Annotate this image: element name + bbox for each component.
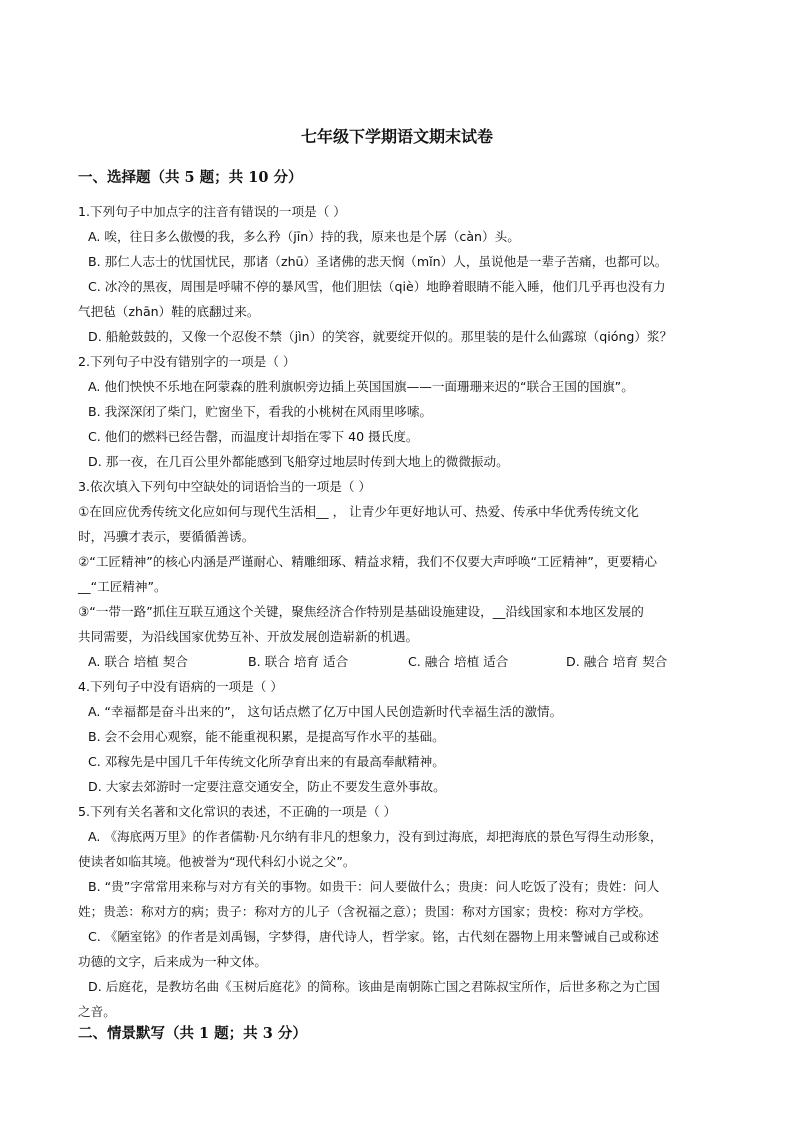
question-3-sentence-3-cont: 共同需要，为沿线国家优势互补、开放发展创造崭新的机遇。 xyxy=(78,629,419,644)
question-2-option-c: C. 他们的燃料已经告罄，而温度计却指在零下 40 摄氏度。 xyxy=(88,429,419,444)
question-list xyxy=(78,199,730,1024)
question-3-sentence-2-cont: __“工匠精神”。 xyxy=(78,579,167,594)
question-3-option-c: C. 融合 培植 适合 xyxy=(408,654,509,669)
section-heading-choice: 一、选择题（共 5 题；共 10 分） xyxy=(78,169,303,186)
question-5-option-d: D. 后庭花，是教坊名曲《玉树后庭花》的简称。该曲是南朝陈亡国之君陈叔宝所作，后世多称之为亡国 xyxy=(88,979,660,994)
question-2-stem: 2.下列句子中没有错别字的一项是（ ） xyxy=(78,354,296,369)
question-3-stem: 3.依次填入下列句中空缺处的词语恰当的一项是（ ） xyxy=(78,479,372,494)
question-3-option-b: B. 联合 培育 适合 xyxy=(248,654,349,669)
question-4-option-a: A. “幸福都是奋斗出来的”， 这句话点燃了亿万中国人民创造新时代幸福生活的激情。 xyxy=(88,704,563,719)
question-5-option-b: B. “贵”字常常用来称与对方有关的事物。如贵干：问人要做什么；贵庚：问人吃饭了没有；贵姓：问人 xyxy=(88,879,660,894)
question-3-sentence-1: ①在回应优秀传统文化应如何与现代生活相__ ， 让青少年更好地认可、热爱、传承中华优秀传统文化 xyxy=(78,504,639,519)
question-5-option-d-cont: 之音。 xyxy=(78,1004,116,1019)
question-3-sentence-2: ②“工匠精神”的核心内涵是严谨耐心、精雕细琢、精益求精，我们不仅要大声呼唤“工匠精神”，更要精心 xyxy=(78,554,657,569)
question-1-option-c-cont: 气把毡（zhān）鞋的底翻过来。 xyxy=(78,304,260,319)
question-3-option-d: D. 融合 培育 契合 xyxy=(566,654,668,669)
question-3-sentence-1-cont: 时，冯骥才表示，要循循善诱。 xyxy=(78,529,255,544)
question-4-option-b: B. 会不会用心观察，能不能重视积累，是提高写作水平的基础。 xyxy=(88,729,445,744)
question-2-option-b: B. 我深深闭了柴门，贮窗坐下，看我的小桃树在风雨里哆嗦。 xyxy=(88,404,433,419)
question-3-sentence-3: ③“一带一路”抓住互联互通这个关键，聚焦经济合作特别是基础设施建设，__沿线国家和本地区发展的 xyxy=(78,604,644,619)
question-1-option-b: B. 那仁人志士的忧国忧民，那诸（zhū）圣诸佛的悲天悯（mǐn）人，虽说他是一辈子苦痛，也都可以。 xyxy=(88,254,668,269)
question-1-option-c: C. 冰冷的黑夜，周围是呼啸不停的暴风雪，他们胆怯（qiè）地睁着眼睛不能入睡，他们几乎再也没有力 xyxy=(88,279,666,294)
question-5-option-a-cont: 使读者如临其境。他被誉为“现代科幻小说之父”。 xyxy=(78,854,356,869)
question-5-option-a: A. 《海底两万里》的作者儒勒·凡尔纳有非凡的想象力，没有到过海底，却把海底的景色写得生动形象， xyxy=(88,829,663,844)
question-4-stem: 4.下列句子中没有语病的一项是（ ） xyxy=(78,679,283,694)
question-4-option-c: C. 邓稼先是中国几千年传统文化所孕育出来的有最高奉献精神。 xyxy=(88,754,445,769)
question-1-stem: 1.下列句子中加点字的注音有错误的一项是（ ） xyxy=(78,204,346,219)
question-3-options xyxy=(78,649,730,674)
question-3-option-a: A. 联合 培植 契合 xyxy=(88,654,188,669)
question-1-option-d: D. 船舱鼓鼓的，又像一个忍俊不禁（jìn）的笑容，就要绽开似的。那里装的是什么仙露琼（qióng）浆？ xyxy=(88,329,673,344)
section-heading-dictation: 二、情景默写（共 1 题；共 3 分） xyxy=(78,1025,307,1042)
question-5-option-c: C. 《陋室铭》的作者是刘禹锡，字梦得，唐代诗人，哲学家。铭，古代刻在器物上用来警诫自己或称述 xyxy=(88,929,659,944)
question-2-option-a: A. 他们怏怏不乐地在阿蒙森的胜利旗帜旁边插上英国国旗——一面珊珊来迟的“联合王国的国旗”。 xyxy=(88,379,634,394)
question-5-option-b-cont: 姓；贵恙：称对方的病；贵子：称对方的儿子（含祝福之意）；贵国：称对方国家；贵校：称对方学校。 xyxy=(78,904,652,919)
question-4-option-d: D. 大家去郊游时一定要注意交通安全，防止不要发生意外事故。 xyxy=(88,779,446,794)
page-title: 七年级下学期语文期末试卷 xyxy=(300,127,493,146)
question-1-option-a: A. 唉，往日多么傲慢的我，多么矜（jīn）持的我，原来也是个孱（càn）头。 xyxy=(88,229,520,244)
question-5-stem: 5.下列有关名著和文化常识的表述，不正确的一项是（ ） xyxy=(78,804,397,819)
question-2-option-d: D. 那一夜，在几百公里外都能感到飞船穿过地层时传到大地上的微微振动。 xyxy=(88,454,509,469)
question-5-option-c-cont: 功德的文字，后来成为一种文体。 xyxy=(78,954,267,969)
